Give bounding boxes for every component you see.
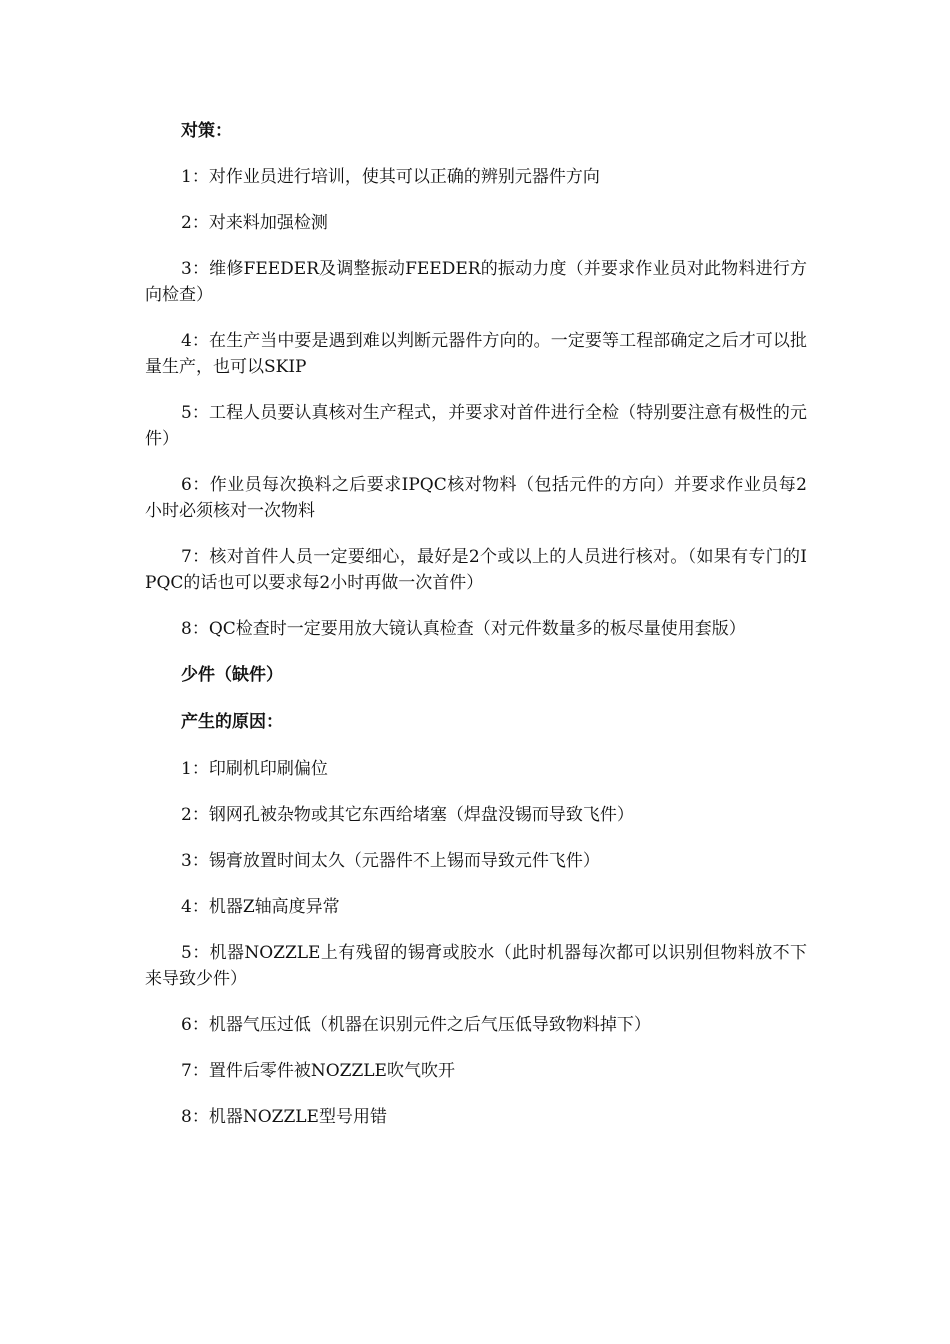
section-title-missing-parts: 少件（缺件） [181, 665, 283, 685]
cause-item-2: 2：钢网孔被杂物或其它东西给堵塞（焊盘没锡而导致飞件） [181, 805, 634, 825]
cause-item-4: 4：机器Z轴高度异常 [181, 897, 340, 917]
countermeasure-item-5: 5：工程人员要认真核对生产程式，并要求对首件进行全检（特别要注意有极性的元件） [145, 403, 807, 449]
cause-item-5: 5：机器NOZZLE上有残留的锡膏或胶水（此时机器每次都可以识别但物料放不下来导致少件） [145, 943, 807, 989]
countermeasure-item-4: 4：在生产当中要是遇到难以判断元器件方向的。一定要等工程部确定之后才可以批量生产，也可以SKIP [145, 331, 807, 377]
countermeasure-item-7: 7：核对首件人员一定要细心，最好是2个或以上的人员进行核对。（如果有专门的IPQC的话也可以要求每2小时再做一次首件） [145, 547, 807, 593]
countermeasure-item-1: 1：对作业员进行培训，使其可以正确的辨别元器件方向 [181, 167, 600, 187]
document-page [145, 118, 807, 1150]
countermeasure-item-3: 3：维修FEEDER及调整振动FEEDER的振动力度（并要求作业员对此物料进行方向检查） [145, 259, 807, 305]
cause-item-3: 3：锡膏放置时间太久（元器件不上锡而导致元件飞件） [181, 851, 600, 871]
cause-item-8: 8：机器NOZZLE型号用错 [181, 1107, 387, 1127]
cause-item-6: 6：机器气压过低（机器在识别元件之后气压低导致物料掉下） [181, 1015, 651, 1035]
countermeasures-heading: 对策： [181, 121, 232, 141]
countermeasure-item-6: 6：作业员每次换料之后要求IPQC核对物料（包括元件的方向）并要求作业员每2小时必须核对一次物料 [145, 475, 807, 521]
cause-item-1: 1：印刷机印刷偏位 [181, 759, 328, 779]
causes-heading: 产生的原因： [181, 712, 283, 732]
countermeasure-item-8: 8：QC检查时一定要用放大镜认真检查（对元件数量多的板尽量使用套版） [181, 619, 746, 639]
countermeasure-item-2: 2：对来料加强检测 [181, 213, 328, 233]
cause-item-7: 7：置件后零件被NOZZLE吹气吹开 [181, 1061, 455, 1081]
